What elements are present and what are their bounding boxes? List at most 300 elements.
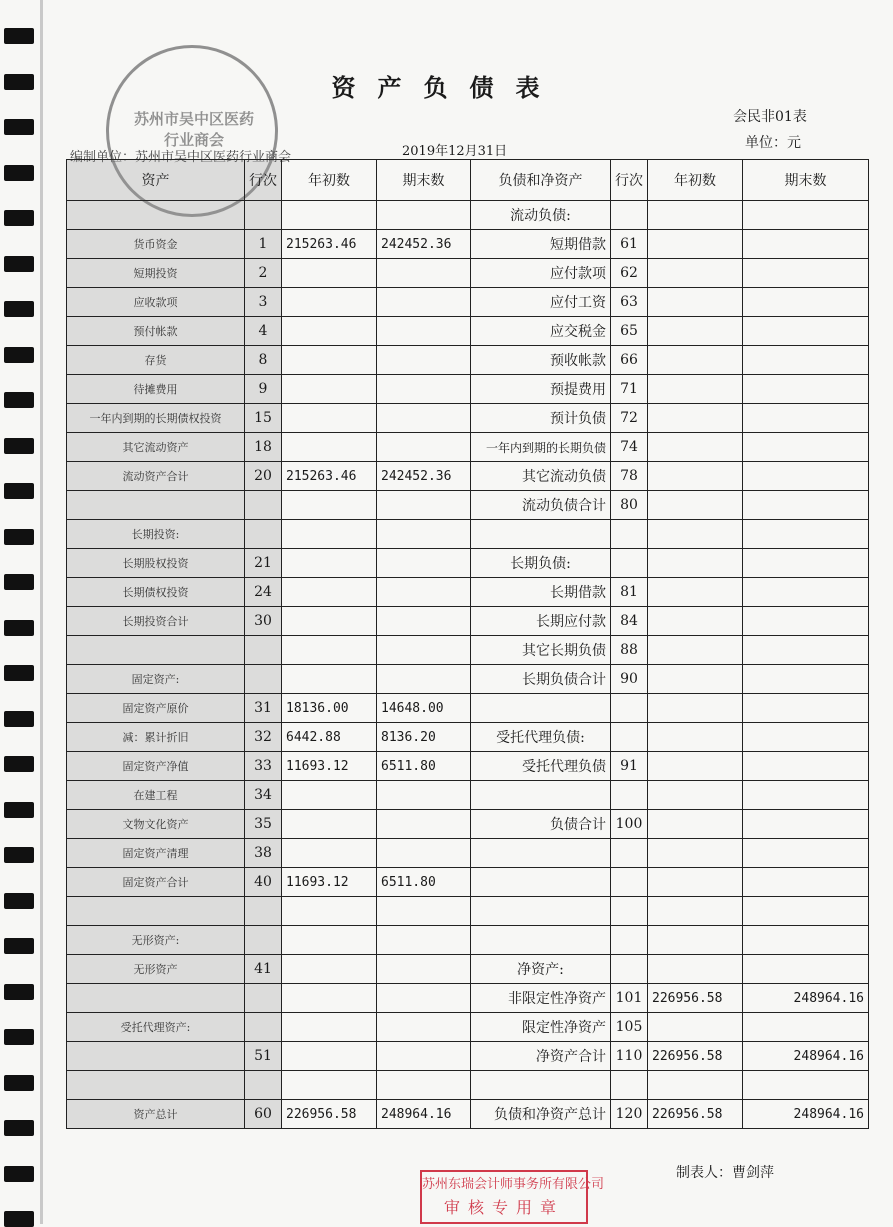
liability-name-cell: 长期应付款 (471, 607, 611, 636)
liability-end-cell (743, 868, 869, 897)
liability-name-cell: 负债合计 (471, 810, 611, 839)
liability-end-cell (743, 549, 869, 578)
asset-name-cell: 一年内到期的长期债权投资 (67, 404, 245, 433)
asset-begin-cell (282, 288, 377, 317)
liability-name-cell: 预收帐款 (471, 346, 611, 375)
liability-end-cell (743, 955, 869, 984)
liability-line-cell: 71 (611, 375, 648, 404)
asset-name-cell: 待摊费用 (67, 375, 245, 404)
liability-name-cell: 负债和净资产总计 (471, 1100, 611, 1129)
asset-name-cell: 应收款项 (67, 288, 245, 317)
balance-sheet-table (66, 159, 869, 1129)
liability-name-cell: 预提费用 (471, 375, 611, 404)
liability-end-cell (743, 723, 869, 752)
liability-name-cell (471, 781, 611, 810)
asset-name-cell: 预付帐款 (67, 317, 245, 346)
table-row (67, 317, 869, 346)
table-row (67, 607, 869, 636)
table-row (67, 694, 869, 723)
liability-name-cell: 长期负债: (471, 549, 611, 578)
binder-ring (4, 301, 34, 317)
asset-begin-cell (282, 781, 377, 810)
table-row (67, 520, 869, 549)
liability-begin-cell (648, 259, 743, 288)
liability-begin-cell (648, 462, 743, 491)
liability-name-cell (471, 520, 611, 549)
asset-name-cell: 货币资金 (67, 230, 245, 259)
table-row (67, 665, 869, 694)
liability-line-cell (611, 201, 648, 230)
binder-ring (4, 711, 34, 727)
asset-name-cell: 文物文化资产 (67, 810, 245, 839)
binder-ring (4, 483, 34, 499)
liability-line-cell: 84 (611, 607, 648, 636)
liability-begin-cell (648, 897, 743, 926)
asset-begin-cell (282, 955, 377, 984)
liability-name-cell (471, 694, 611, 723)
asset-end-cell (377, 259, 471, 288)
asset-name-cell: 固定资产: (67, 665, 245, 694)
liability-name-cell: 净资产合计 (471, 1042, 611, 1071)
header-liability-begin: 年初数 (648, 160, 743, 201)
liability-begin-cell: 226956.58 (648, 1042, 743, 1071)
liability-begin-cell (648, 1013, 743, 1042)
liability-begin-cell (648, 491, 743, 520)
binder-ring (4, 392, 34, 408)
asset-begin-cell (282, 549, 377, 578)
asset-line-cell (245, 636, 282, 665)
asset-line-cell: 40 (245, 868, 282, 897)
liability-begin-cell (648, 955, 743, 984)
asset-end-cell (377, 955, 471, 984)
asset-begin-cell (282, 346, 377, 375)
liability-line-cell: 63 (611, 288, 648, 317)
asset-line-cell: 41 (245, 955, 282, 984)
asset-line-cell (245, 926, 282, 955)
liability-line-cell: 105 (611, 1013, 648, 1042)
asset-line-cell: 15 (245, 404, 282, 433)
asset-end-cell (377, 404, 471, 433)
liability-name-cell: 其它长期负债 (471, 636, 611, 665)
liability-end-cell (743, 781, 869, 810)
table-row (67, 926, 869, 955)
liability-name-cell (471, 1071, 611, 1100)
binder-ring (4, 210, 34, 226)
binder-ring (4, 28, 34, 44)
asset-begin-cell (282, 607, 377, 636)
asset-end-cell (377, 665, 471, 694)
asset-end-cell: 6511.80 (377, 868, 471, 897)
liability-name-cell: 受托代理负债 (471, 752, 611, 781)
asset-name-cell (67, 491, 245, 520)
binder-ring (4, 1166, 34, 1182)
liability-line-cell: 66 (611, 346, 648, 375)
liability-line-cell: 72 (611, 404, 648, 433)
asset-line-cell: 1 (245, 230, 282, 259)
liability-end-cell (743, 897, 869, 926)
liability-begin-cell (648, 433, 743, 462)
liability-name-cell (471, 897, 611, 926)
liability-name-cell: 流动负债: (471, 201, 611, 230)
table-row (67, 346, 869, 375)
liability-end-cell (743, 375, 869, 404)
asset-line-cell (245, 520, 282, 549)
liability-name-cell: 长期负债合计 (471, 665, 611, 694)
liability-line-cell: 110 (611, 1042, 648, 1071)
table-row (67, 1013, 869, 1042)
asset-begin-cell (282, 984, 377, 1013)
liability-name-cell: 净资产: (471, 955, 611, 984)
liability-line-cell: 78 (611, 462, 648, 491)
liability-line-cell: 88 (611, 636, 648, 665)
audit-seal-label: 审核专用章 (443, 1198, 564, 1217)
liability-name-cell: 应付款项 (471, 259, 611, 288)
liability-line-cell (611, 781, 648, 810)
asset-begin-cell (282, 839, 377, 868)
liability-end-cell (743, 317, 869, 346)
liability-line-cell: 101 (611, 984, 648, 1013)
liability-end-cell (743, 694, 869, 723)
table-row (67, 810, 869, 839)
asset-begin-cell: 215263.46 (282, 230, 377, 259)
table-row (67, 549, 869, 578)
asset-line-cell (245, 491, 282, 520)
liability-line-cell: 120 (611, 1100, 648, 1129)
liability-line-cell (611, 868, 648, 897)
header-asset: 资产 (67, 160, 245, 201)
binder-ring (4, 802, 34, 818)
binder-ring (4, 1211, 34, 1227)
liability-begin-cell (648, 781, 743, 810)
liability-begin-cell: 226956.58 (648, 1100, 743, 1129)
asset-begin-cell (282, 433, 377, 462)
liability-name-cell: 短期借款 (471, 230, 611, 259)
asset-end-cell (377, 1013, 471, 1042)
liability-begin-cell: 226956.58 (648, 984, 743, 1013)
asset-end-cell (377, 897, 471, 926)
table-row (67, 201, 869, 230)
asset-end-cell: 6511.80 (377, 752, 471, 781)
table-row (67, 404, 869, 433)
asset-end-cell (377, 636, 471, 665)
binder-ring (4, 620, 34, 636)
asset-begin-cell (282, 1071, 377, 1100)
asset-name-cell: 长期投资: (67, 520, 245, 549)
liability-line-cell: 74 (611, 433, 648, 462)
asset-end-cell (377, 607, 471, 636)
asset-begin-cell: 18136.00 (282, 694, 377, 723)
asset-name-cell: 无形资产 (67, 955, 245, 984)
liability-line-cell (611, 897, 648, 926)
asset-name-cell: 流动资产合计 (67, 462, 245, 491)
asset-end-cell (377, 839, 471, 868)
liability-name-cell: 应付工资 (471, 288, 611, 317)
liability-end-cell (743, 491, 869, 520)
liability-begin-cell (648, 375, 743, 404)
compiling-entity: 编制单位：苏州市吴中区医药行业商会 (70, 150, 292, 165)
liability-end-cell (743, 433, 869, 462)
liability-end-cell (743, 346, 869, 375)
table-row (67, 433, 869, 462)
asset-name-cell: 无形资产: (67, 926, 245, 955)
liability-begin-cell (648, 520, 743, 549)
liability-begin-cell (648, 810, 743, 839)
asset-begin-cell (282, 926, 377, 955)
binder-ring (4, 1075, 34, 1091)
table-row (67, 955, 869, 984)
asset-begin-cell: 6442.88 (282, 723, 377, 752)
table-row (67, 288, 869, 317)
table-row (67, 462, 869, 491)
liability-name-cell: 受托代理负债: (471, 723, 611, 752)
asset-begin-cell (282, 1013, 377, 1042)
table-row (67, 1042, 869, 1071)
asset-name-cell: 减：累计折旧 (67, 723, 245, 752)
liability-begin-cell (648, 404, 743, 433)
liability-name-cell: 预计负债 (471, 404, 611, 433)
preparer: 制表人：曹剑萍 (676, 1165, 774, 1181)
table-row (67, 723, 869, 752)
asset-name-cell (67, 984, 245, 1013)
asset-end-cell (377, 984, 471, 1013)
asset-name-cell (67, 1071, 245, 1100)
audit-seal (420, 1170, 605, 1224)
asset-name-cell (67, 1042, 245, 1071)
binder-ring (4, 438, 34, 454)
liability-end-cell (743, 404, 869, 433)
binder-ring (4, 574, 34, 590)
asset-name-cell: 长期股权投资 (67, 549, 245, 578)
table-row (67, 839, 869, 868)
binder-edge (40, 0, 43, 1224)
liability-begin-cell (648, 1071, 743, 1100)
binder-ring (4, 1029, 34, 1045)
currency-unit: 单位：元 (745, 135, 801, 151)
header-asset-end: 期末数 (377, 160, 471, 201)
asset-end-cell (377, 317, 471, 346)
form-code: 会民非01表 (733, 109, 807, 125)
asset-begin-cell (282, 578, 377, 607)
asset-line-cell: 35 (245, 810, 282, 839)
liability-line-cell: 91 (611, 752, 648, 781)
table-row (67, 259, 869, 288)
header-asset-begin: 年初数 (282, 160, 377, 201)
binder-ring (4, 756, 34, 772)
binder-ring (4, 165, 34, 181)
liability-begin-cell (648, 723, 743, 752)
asset-name-cell: 长期债权投资 (67, 578, 245, 607)
asset-begin-cell (282, 259, 377, 288)
liability-end-cell (743, 926, 869, 955)
table-body (67, 201, 869, 1129)
table-row (67, 897, 869, 926)
asset-name-cell: 固定资产清理 (67, 839, 245, 868)
table-row (67, 230, 869, 259)
asset-line-cell: 20 (245, 462, 282, 491)
liability-begin-cell (648, 636, 743, 665)
binder-ring (4, 347, 34, 363)
asset-name-cell: 长期投资合计 (67, 607, 245, 636)
liability-line-cell (611, 694, 648, 723)
binder-ring (4, 984, 34, 1000)
asset-begin-cell (282, 404, 377, 433)
liability-end-cell (743, 462, 869, 491)
asset-line-cell (245, 1013, 282, 1042)
asset-end-cell: 242452.36 (377, 230, 471, 259)
liability-name-cell: 应交税金 (471, 317, 611, 346)
binder-ring (4, 938, 34, 954)
asset-begin-cell: 215263.46 (282, 462, 377, 491)
liability-name-cell (471, 839, 611, 868)
liability-begin-cell (648, 317, 743, 346)
asset-line-cell (245, 665, 282, 694)
asset-end-cell (377, 491, 471, 520)
liability-line-cell: 61 (611, 230, 648, 259)
table-row (67, 781, 869, 810)
liability-begin-cell (648, 868, 743, 897)
asset-name-cell: 在建工程 (67, 781, 245, 810)
asset-line-cell: 3 (245, 288, 282, 317)
asset-name-cell: 其它流动资产 (67, 433, 245, 462)
liability-line-cell (611, 926, 648, 955)
liability-line-cell: 65 (611, 317, 648, 346)
liability-end-cell (743, 839, 869, 868)
asset-line-cell: 32 (245, 723, 282, 752)
asset-end-cell (377, 288, 471, 317)
asset-begin-cell: 11693.12 (282, 752, 377, 781)
asset-begin-cell (282, 201, 377, 230)
liability-begin-cell (648, 926, 743, 955)
asset-line-cell: 30 (245, 607, 282, 636)
asset-line-cell: 2 (245, 259, 282, 288)
asset-begin-cell (282, 665, 377, 694)
asset-line-cell (245, 897, 282, 926)
liability-end-cell: 248964.16 (743, 984, 869, 1013)
asset-name-cell: 固定资产合计 (67, 868, 245, 897)
liability-line-cell (611, 520, 648, 549)
asset-begin-cell (282, 491, 377, 520)
table-row (67, 868, 869, 897)
asset-name-cell: 固定资产原价 (67, 694, 245, 723)
asset-begin-cell: 11693.12 (282, 868, 377, 897)
liability-end-cell (743, 201, 869, 230)
liability-name-cell: 其它流动负债 (471, 462, 611, 491)
asset-line-cell: 38 (245, 839, 282, 868)
asset-line-cell: 31 (245, 694, 282, 723)
binder-ring (4, 119, 34, 135)
asset-end-cell: 248964.16 (377, 1100, 471, 1129)
binder-ring (4, 1120, 34, 1136)
asset-line-cell: 60 (245, 1100, 282, 1129)
asset-line-cell: 21 (245, 549, 282, 578)
asset-end-cell (377, 201, 471, 230)
asset-begin-cell (282, 520, 377, 549)
liability-end-cell (743, 1013, 869, 1042)
asset-end-cell: 242452.36 (377, 462, 471, 491)
liability-name-cell: 长期借款 (471, 578, 611, 607)
table-row (67, 984, 869, 1013)
liability-end-cell (743, 288, 869, 317)
asset-name-cell: 存货 (67, 346, 245, 375)
liability-name-cell (471, 926, 611, 955)
asset-end-cell (377, 549, 471, 578)
table-header-row (67, 160, 869, 201)
asset-name-cell: 短期投资 (67, 259, 245, 288)
liability-line-cell (611, 723, 648, 752)
header-asset-line: 行次 (245, 160, 282, 201)
liability-end-cell (743, 578, 869, 607)
liability-name-cell: 限定性净资产 (471, 1013, 611, 1042)
liability-line-cell: 62 (611, 259, 648, 288)
asset-begin-cell (282, 375, 377, 404)
liability-begin-cell (648, 201, 743, 230)
liability-line-cell: 80 (611, 491, 648, 520)
liability-name-cell (471, 868, 611, 897)
asset-end-cell (377, 1071, 471, 1100)
table-row (67, 375, 869, 404)
asset-begin-cell (282, 897, 377, 926)
liability-begin-cell (648, 230, 743, 259)
liability-end-cell (743, 1071, 869, 1100)
asset-name-cell (67, 201, 245, 230)
liability-line-cell (611, 549, 648, 578)
table-row (67, 636, 869, 665)
liability-end-cell: 248964.16 (743, 1100, 869, 1129)
asset-end-cell (377, 346, 471, 375)
asset-name-cell (67, 897, 245, 926)
liability-begin-cell (648, 549, 743, 578)
asset-name-cell: 受托代理资产: (67, 1013, 245, 1042)
asset-end-cell (377, 810, 471, 839)
header-liability-end: 期末数 (743, 160, 869, 201)
liability-line-cell (611, 1071, 648, 1100)
liability-name-cell: 非限定性净资产 (471, 984, 611, 1013)
asset-line-cell: 9 (245, 375, 282, 404)
asset-name-cell (67, 636, 245, 665)
asset-line-cell: 33 (245, 752, 282, 781)
asset-end-cell (377, 781, 471, 810)
table-row (67, 752, 869, 781)
binder-ring (4, 893, 34, 909)
liability-end-cell (743, 752, 869, 781)
liability-begin-cell (648, 578, 743, 607)
audit-seal-firm: 苏州东瑞会计师事务所有限公司 (422, 1177, 605, 1192)
table-row (67, 578, 869, 607)
page-title: 资产负债表 (331, 73, 562, 102)
liability-begin-cell (648, 694, 743, 723)
liability-line-cell (611, 955, 648, 984)
liability-end-cell (743, 810, 869, 839)
asset-begin-cell: 226956.58 (282, 1100, 377, 1129)
liability-begin-cell (648, 752, 743, 781)
asset-end-cell (377, 926, 471, 955)
asset-line-cell (245, 1071, 282, 1100)
liability-end-cell (743, 665, 869, 694)
liability-name-cell: 流动负债合计 (471, 491, 611, 520)
header-liability: 负债和净资产 (471, 160, 611, 201)
report-date: 2019年12月31日 (402, 144, 508, 159)
asset-name-cell: 固定资产净值 (67, 752, 245, 781)
asset-begin-cell (282, 317, 377, 346)
asset-begin-cell (282, 636, 377, 665)
asset-end-cell: 8136.20 (377, 723, 471, 752)
asset-line-cell (245, 984, 282, 1013)
liability-begin-cell (648, 665, 743, 694)
liability-line-cell: 81 (611, 578, 648, 607)
binder-ring (4, 847, 34, 863)
asset-begin-cell (282, 1042, 377, 1071)
asset-line-cell (245, 201, 282, 230)
